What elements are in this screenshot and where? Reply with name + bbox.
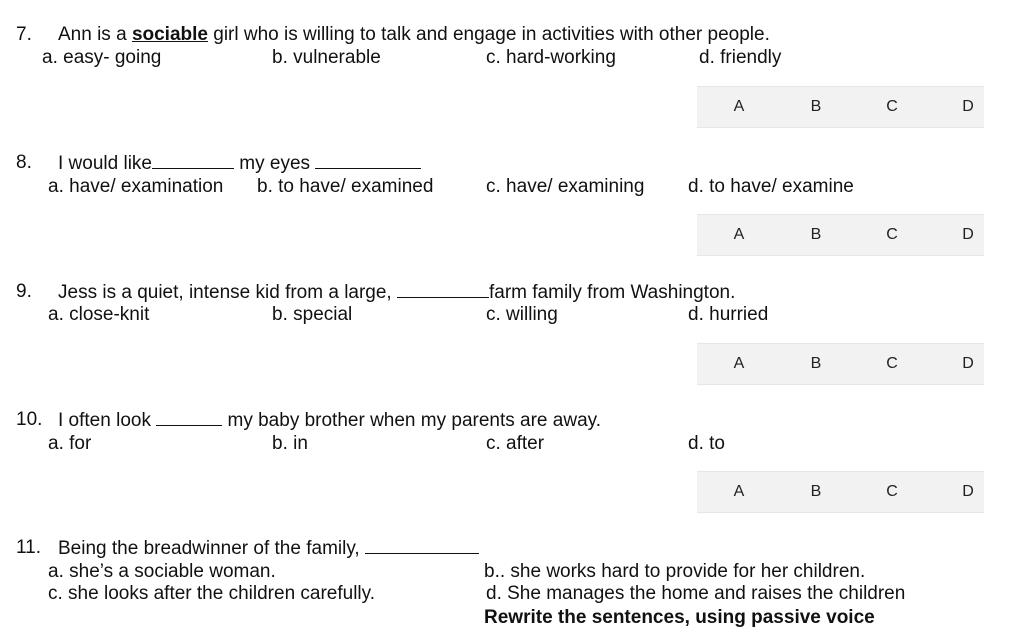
question-9-number: 9. xyxy=(16,281,32,302)
answer-choice-d[interactable]: D xyxy=(962,355,974,372)
question-7-option-c: c. hard-working xyxy=(486,47,616,68)
question-9-stem-part1: Jess is a quiet, intense kid from a large, xyxy=(58,282,397,303)
question-9-option-d: d. hurried xyxy=(688,304,769,325)
question-11-option-b: b.. she works hard to provide for her children. xyxy=(484,561,866,582)
question-7-option-b: b. vulnerable xyxy=(272,47,381,68)
answer-choice-b[interactable]: B xyxy=(810,483,822,500)
question-10-stem-part2: my baby brother when my parents are away. xyxy=(222,410,602,431)
question-8-number: 8. xyxy=(16,152,32,173)
question-10-number: 10. xyxy=(16,409,43,430)
question-8-stem-part1: I would like xyxy=(58,153,152,174)
answer-choice-b[interactable]: B xyxy=(810,226,822,243)
question-10-stem xyxy=(58,409,601,432)
answer-choice-c[interactable]: C xyxy=(886,226,898,243)
question-8-answer-bar xyxy=(697,214,984,256)
question-10-option-b: b. in xyxy=(272,433,308,454)
question-8-option-c: c. have/ examining xyxy=(486,176,645,197)
question-10-stem-part1: I often look xyxy=(58,410,157,431)
question-8-stem-part2: my eyes xyxy=(234,153,316,174)
answer-choice-b[interactable]: B xyxy=(810,98,822,115)
answer-choice-a[interactable]: A xyxy=(733,98,745,115)
question-10-option-d: d. to xyxy=(688,433,725,454)
answer-choice-a[interactable]: A xyxy=(733,483,745,500)
question-8-option-b: b. to have/ examined xyxy=(257,176,434,197)
question-11-blank xyxy=(365,537,479,554)
answer-choice-a[interactable]: A xyxy=(733,355,745,372)
answer-choice-a[interactable]: A xyxy=(733,226,745,243)
question-7-stem-after: girl who is willing to talk and engage in activities with other people. xyxy=(207,24,770,45)
cut-off-heading-text: Rewrite the sentences, using passive voice xyxy=(484,607,875,628)
answer-choice-d[interactable]: D xyxy=(962,483,974,500)
question-11-option-a: a. she’s a sociable woman. xyxy=(48,561,276,582)
question-11-option-c: c. she looks after the children carefully. xyxy=(48,583,376,604)
question-8-stem xyxy=(58,152,421,175)
question-9-stem xyxy=(58,281,735,304)
question-10-blank xyxy=(156,409,222,426)
question-8-blank-2 xyxy=(315,152,421,169)
question-8-option-d: d. to have/ examine xyxy=(688,176,854,197)
question-7-option-a: a. easy- going xyxy=(42,47,162,68)
answer-choice-b[interactable]: B xyxy=(810,355,822,372)
question-7-number: 7. xyxy=(16,24,32,45)
question-9-option-c: c. willing xyxy=(486,304,558,325)
question-8-option-a: a. have/ examination xyxy=(48,176,224,197)
question-10-answer-bar xyxy=(697,471,984,513)
question-10-option-c: c. after xyxy=(486,433,545,454)
question-7-stem-before: Ann is a xyxy=(58,24,132,45)
question-11-stem xyxy=(58,537,479,560)
answer-choice-c[interactable]: C xyxy=(886,98,898,115)
question-11-stem-part1: Being the breadwinner of the family, xyxy=(58,538,365,559)
question-9-answer-bar xyxy=(697,343,984,385)
question-7-answer-bar xyxy=(697,86,984,128)
cut-off-heading xyxy=(484,603,914,628)
question-10-option-a: a. for xyxy=(48,433,92,454)
question-9-stem-part2: farm family from Washington. xyxy=(489,282,736,303)
answer-choice-c[interactable]: C xyxy=(886,483,898,500)
answer-choice-d[interactable]: D xyxy=(962,98,974,115)
answer-choice-c[interactable]: C xyxy=(886,355,898,372)
question-7-option-d: d. friendly xyxy=(699,47,782,68)
question-9-option-a: a. close-knit xyxy=(48,304,150,325)
question-7-stem xyxy=(58,24,770,46)
question-8-blank-1 xyxy=(152,152,234,169)
answer-choice-d[interactable]: D xyxy=(962,226,974,243)
question-7-keyword: sociable xyxy=(131,24,208,45)
question-9-option-b: b. special xyxy=(272,304,353,325)
question-11-number: 11. xyxy=(16,537,42,558)
question-9-blank xyxy=(397,281,489,298)
question-11-option-d: d. She manages the home and raises the children xyxy=(486,583,906,604)
